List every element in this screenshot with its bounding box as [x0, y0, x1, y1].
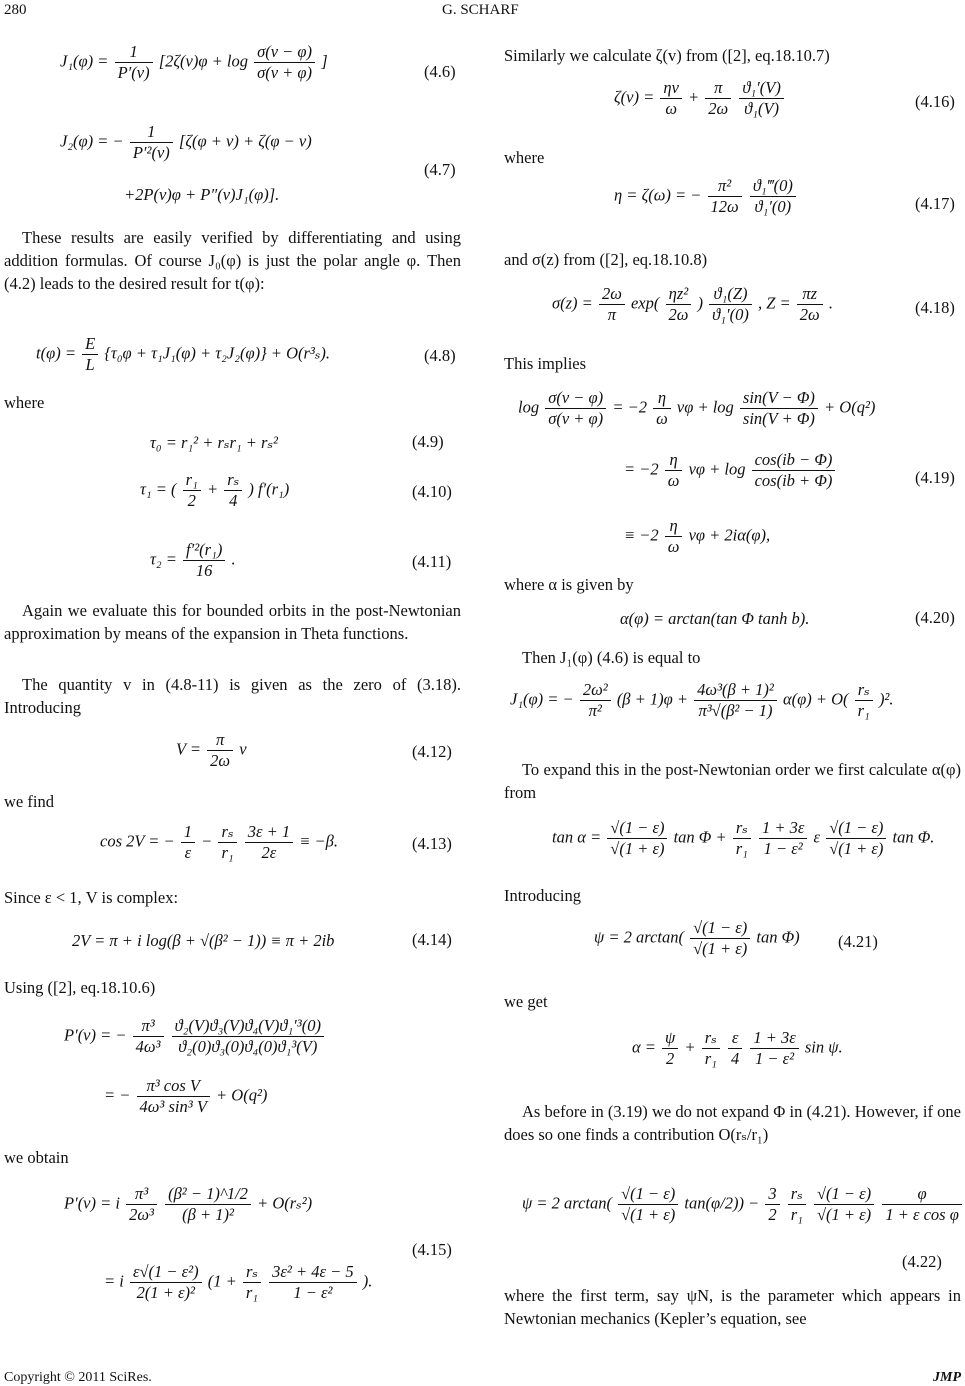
paragraph: where the first term, say ψN, is the parameter which appears in Newtonian mechanics (Kepler’s equation, see: [504, 1286, 961, 1328]
equation-label: (4.10): [412, 482, 452, 501]
equation-label: (4.7): [424, 160, 456, 179]
equation-label: (4.17): [915, 194, 955, 213]
paragraph-we-obtain: we obtain: [4, 1148, 69, 1167]
fraction: $\frac{\text{4ω³(β + 1)²}}{\text{π³√(β² − 1)}}$: [694, 680, 777, 721]
equation-label: (4.16): [915, 92, 955, 111]
equation-4-20: α(φ) = arctan(tan Φ tanh b).: [620, 609, 810, 628]
paragraph-where: where: [504, 148, 545, 167]
fraction: $\frac{1 + 3\varepsilon}{\text{1 − ε²}}$: [759, 818, 807, 859]
fraction: $\frac{\text{ϑ₁′(V)}}{\text{ϑ₁(V)}}$: [739, 78, 784, 119]
fraction: $\frac{\text{rₛ}}{\text{r₁}}$: [243, 1262, 261, 1303]
fraction: $\frac{\text{r₁}}{2}$: [183, 470, 201, 511]
fraction: $\frac{\varepsilon}{4}$: [728, 1028, 742, 1069]
fraction: $\frac{\varphi}{\text{1 + ε cos φ}}$: [882, 1184, 962, 1225]
fraction: $\frac{\eta}{\omega}$: [665, 516, 683, 557]
equation-label: (4.19): [915, 468, 955, 487]
fraction: $\frac{1}{\text{P′²(v)}}$: [130, 122, 173, 163]
fraction: $\frac{√(1 - \varepsilon)}{√(1 + \varepsilon)}$: [826, 818, 886, 859]
equation-label: (4.8): [424, 346, 456, 365]
fraction: $\frac{2\omega}{\pi}$: [599, 284, 625, 325]
equation-4-10: τ₁ = ( $\frac{\text{r₁}}{2}$ + $\frac{\text{rₛ}}{4}$ ) f′(r₁): [140, 470, 290, 510]
fraction: $\frac{\text{rₛ}}{\text{r₁}}$: [788, 1184, 806, 1225]
paragraph-then: Then J₁(φ) (4.6) is equal to: [522, 648, 701, 667]
fraction: $\frac{\text{(β² − 1)\textasciicircum{}1/2}}{\text{(β + 1)²}}$: [165, 1184, 251, 1225]
equation-4-19: log $\frac{\sigma(v - \varphi)}{\sigma(v + \varphi)}$ = −2 $\frac{\eta}{\omega}$ vφ + log $\frac{\sin(V - \Phi)}{\sin(V + \Phi)}$ + O(q²): [518, 388, 876, 428]
paragraph-introducing: Introducing: [504, 886, 581, 905]
footer-journal: JMP: [933, 1370, 961, 1385]
paragraph-using: Using ([2], eq.18.10.6): [4, 978, 156, 997]
fraction: $\frac{√(1 - \varepsilon)}{√(1 + \varepsilon)}$: [607, 818, 667, 859]
equation-4-6: J₁(φ) = $\frac{1}{P'(v)}$ [2ζ(v)φ + log $\frac{\sigma(v - \varphi)}{\sigma(v + \varphi)}$ ]: [60, 42, 328, 82]
paragraph-where-alpha: where α is given by: [504, 575, 634, 594]
fraction: $\frac{\text{π³}}{\text{2ω³}}$: [126, 1184, 157, 1225]
paragraph-this-implies: This implies: [504, 354, 587, 373]
fraction: $\frac{\text{ϑ₁(Z)}}{\text{ϑ₁′(0)}}$: [709, 284, 752, 325]
paragraph-we-find: we find: [4, 792, 54, 811]
equation-4-8: t(φ) = $\frac{E}{L}$ {τ₀φ + τ₁J₁(φ) + τ₂J₂(φ)} + O(r³ₛ).: [36, 334, 331, 374]
equation-4-21: ψ = 2 arctan( $\frac{√(1 - \varepsilon)}{√(1 + \varepsilon)}$ tan Φ): [594, 918, 800, 958]
fraction: $\frac{\sin(V - \Phi)}{\sin(V + \Phi)}$: [740, 388, 818, 429]
fraction: $\frac{3}{2}$: [765, 1184, 779, 1225]
fraction: $\frac{\text{f′²(r₁)}}{16}$: [183, 540, 225, 581]
equation-4-14: 2V = π + i log(β + √(β² − 1)) ≡ π + 2ib: [72, 931, 335, 950]
equation-alpha: α = $\frac{\psi}{2}$ + $\frac{\text{rₛ}}{\text{r₁}}$ $\frac{\varepsilon}{4}$ $\frac{1 + 3\varepsilon}{\text{1 − ε²}}$ sin ψ.: [632, 1028, 843, 1068]
equation-4-22: ψ = 2 arctan( $\frac{√(1 - \varepsilon)}{√(1 + \varepsilon)}$ tan(φ/2)) − $\frac{3}{2}$ $\frac{\text{rₛ}}{\text{r₁}}$ $\frac{√(1 - \varepsilon)}{√(1 + \varepsilon)}$ $\frac{\varphi}{\text{1 + ε cos φ}}$: [522, 1184, 964, 1225]
equation-label: (4.11): [412, 552, 452, 571]
paragraph-and: and σ(z) from ([2], eq.18.10.8): [504, 250, 708, 269]
equation-pprime: P′(v) = − $\frac{\text{π³}}{\text{4ω³}}$ $\frac{\text{ϑ₂(V)ϑ₃(V)ϑ₄(V)ϑ₁′³(0)}}{\text{ϑ₂(0)ϑ₃(0)ϑ₄(0)ϑ₁³(V)}}$: [64, 1016, 326, 1057]
equation-4-7: J₂(φ) = − $\frac{1}{\text{P′²(v)}}$ [ζ(φ + v) + ζ(φ − v): [60, 122, 312, 162]
fraction: $\frac{\eta}{\omega}$: [665, 450, 683, 491]
footer-copyright: Copyright © 2011 SciRes.: [4, 1370, 152, 1385]
equation-4-17: η = ζ(ω) = − $\frac{\text{π²}}{12\omega}$ $\frac{\text{ϑ₁‴(0)}}{\text{ϑ₁′(0)}}$: [614, 176, 798, 217]
fraction: $\frac{\text{2ω²}}{\text{π²}}$: [580, 680, 611, 721]
fraction: $\frac{\psi}{2}$: [662, 1028, 678, 1069]
fraction: $\frac{\pi}{2\omega}$: [207, 730, 233, 771]
fraction: $\frac{\sigma(v - \varphi)}{\sigma(v + \varphi)}$: [254, 42, 315, 83]
fraction: $\frac{1 + 3\varepsilon}{\text{1 − ε²}}$: [750, 1028, 798, 1069]
fraction: $\frac{√(1 - \varepsilon)}{√(1 + \varepsilon)}$: [814, 1184, 874, 1225]
paragraph-since: Since ε < 1, V is complex:: [4, 888, 179, 907]
equation-pprime-line2: = − $\frac{\text{π³ cos V}}{\text{4ω³ sin³ V}}$ + O(q²): [104, 1076, 268, 1116]
fraction: $\frac{\text{rₛ}}{\text{r₁}}$: [218, 822, 236, 863]
fraction: $\frac{\text{ϑ₂(V)ϑ₃(V)ϑ₄(V)ϑ₁′³(0)}}{\text{ϑ₂(0)ϑ₃(0)ϑ₄(0)ϑ₁³(V)}}$: [172, 1016, 324, 1057]
fraction: $\frac{\text{3ε² + 4ε − 5}}{\text{1 − ε²}}$: [269, 1262, 356, 1303]
equation-label: (4.14): [412, 930, 452, 949]
equation-4-12: V = $\frac{\pi}{2\omega}$ v: [176, 730, 247, 770]
fraction: $\frac{\text{ηz²}}{2\omega}$: [666, 284, 692, 325]
equation-4-18: σ(z) = $\frac{2\omega}{\pi}$ exp( $\frac{\text{ηz²}}{2\omega}$ ) $\frac{\text{ϑ₁(Z)}}{\text{ϑ₁′(0)}}$ , Z = $\frac{\pi z}{2\omega}$ .: [552, 284, 833, 324]
equation-4-16: ζ(v) = $\frac{\eta v}{\omega}$ + $\frac{\pi}{2\omega}$ $\frac{\text{ϑ₁′(V)}}{\text{ϑ₁(V)}}$: [614, 78, 786, 119]
fraction: $\frac{\text{rₛ}}{\text{r₁}}$: [733, 818, 751, 859]
fraction: $\frac{\pi}{2\omega}$: [705, 78, 731, 119]
equation-j1-expansion: J₁(φ) = − $\frac{\text{2ω²}}{\text{π²}}$ (β + 1)φ + $\frac{\text{4ω³(β + 1)²}}{\text{π³√(β² − 1)}}$ α(φ) + O( $\frac{\text{rₛ}}{\text{r₁}}$ )².: [510, 680, 894, 720]
equation-4-7-line2: +2P(v)φ + P″(v)J₁(φ)].: [124, 185, 280, 204]
fraction: $\frac{3\varepsilon + 1}{2\varepsilon}$: [245, 822, 293, 863]
equation-label: (4.20): [915, 608, 955, 627]
fraction: $\frac{√(1 - \varepsilon)}{√(1 + \varepsilon)}$: [690, 918, 750, 959]
fraction: $\frac{\text{ϑ₁‴(0)}}{\text{ϑ₁′(0)}}$: [750, 176, 796, 217]
equation-label: (4.15): [412, 1240, 452, 1259]
fraction: $\frac{\eta v}{\omega}$: [660, 78, 682, 119]
equation-tan-alpha: tan α = $\frac{√(1 - \varepsilon)}{√(1 + \varepsilon)}$ tan Φ + $\frac{\text{rₛ}}{\text{r₁}}$ $\frac{1 + 3\varepsilon}{\text{1 − ε²}}$ ε $\frac{√(1 - \varepsilon)}{√(1 + \varepsilon)}$ tan Φ.: [552, 818, 935, 858]
fraction: $\frac{√(1 - \varepsilon)}{√(1 + \varepsilon)}$: [618, 1184, 678, 1225]
paragraph: The quantity v in (4.8-11) is given as the zero of (3.18). Introducing: [4, 675, 461, 717]
equation-4-15: P′(v) = i $\frac{\text{π³}}{\text{2ω³}}$ $\frac{\text{(β² − 1)\textasciicircum{}1/2}}{\text{(β + 1)²}}$ + O(rₛ²): [64, 1184, 313, 1224]
fraction: $\frac{\text{π²}}{12\omega}$: [708, 176, 742, 217]
equation-label: (4.6): [424, 62, 456, 81]
fraction: $\frac{\text{ε√(1 − ε²)}}{\text{2(1 + ε)²}}$: [130, 1262, 202, 1303]
equation-label: (4.13): [412, 834, 452, 853]
paragraph-we-get: we get: [504, 992, 548, 1011]
equation-label: (4.18): [915, 298, 955, 317]
fraction: $\frac{\text{rₛ}}{4}$: [224, 470, 242, 511]
equation-4-9: τ₀ = r₁² + rₛr₁ + rₛ²: [150, 433, 278, 452]
equation-4-15-line2: = i $\frac{\text{ε√(1 − ε²)}}{\text{2(1 + ε)²}}$ (1 + $\frac{\text{rₛ}}{\text{r₁}}$ $\frac{\text{3ε² + 4ε − 5}}{\text{1 − ε²}}$ ).: [104, 1262, 373, 1302]
fraction: $\frac{\cos(ib - \Phi)}{\cos(ib + \Phi)}$: [752, 450, 836, 491]
fraction: $\frac{\text{π³}}{\text{4ω³}}$: [133, 1016, 164, 1057]
equation-4-13: cos 2V = − $\frac{1}{\varepsilon}$ − $\frac{\text{rₛ}}{\text{r₁}}$ $\frac{3\varepsilon + 1}{2\varepsilon}$ ≡ −β.: [100, 822, 338, 862]
equation-label: (4.21): [838, 932, 878, 951]
running-head-author: G. SCHARF: [442, 2, 519, 18]
equation-label: (4.9): [412, 432, 444, 451]
fraction: $\frac{\text{rₛ}}{\text{r₁}}$: [702, 1028, 720, 1069]
fraction: $\frac{1}{\varepsilon}$: [181, 822, 195, 863]
fraction: $\frac{\pi z}{2\omega}$: [797, 284, 823, 325]
equation-4-19-line2: = −2 $\frac{\eta}{\omega}$ vφ + log $\frac{\cos(ib - \Phi)}{\cos(ib + \Phi)}$: [624, 450, 837, 491]
page-number: 280: [4, 2, 27, 18]
fraction: $\frac{\text{rₛ}}{\text{r₁}}$: [855, 680, 873, 721]
paragraph: These results are easily verified by differentiating and using addition formulas. Of course J₀(φ) is just the polar angle φ. Then (4.2) leads to the desired result for t(φ):: [4, 228, 461, 293]
fraction: $\frac{E}{L}$: [82, 334, 98, 375]
fraction: $\frac{\eta}{\omega}$: [653, 388, 671, 429]
paragraph: To expand this in the post-Newtonian order we first calculate α(φ) from: [504, 760, 961, 802]
paragraph: As before in (3.19) we do not expand Φ in (4.21). However, if one does so one finds a contribution O(rₛ/r₁): [504, 1102, 961, 1144]
paragraph: Again we evaluate this for bounded orbits in the post-Newtonian approximation by means of the expansion in Theta functions.: [4, 601, 461, 643]
paragraph-where: where: [4, 393, 45, 412]
equation-4-11: τ₂ = $\frac{\text{f′²(r₁)}}{16}$ .: [150, 540, 236, 580]
fraction: $\frac{\sigma(v - \varphi)}{\sigma(v + \varphi)}$: [545, 388, 606, 429]
fraction: $\frac{1}{P'(v)}$: [115, 42, 153, 83]
paragraph: Similarly we calculate ζ(v) from ([2], eq.18.10.7): [504, 46, 830, 65]
equation-label: (4.22): [902, 1252, 942, 1271]
equation-4-19-line3: ≡ −2 $\frac{\eta}{\omega}$ vφ + 2iα(φ),: [624, 516, 771, 556]
fraction: $\frac{\text{π³ cos V}}{\text{4ω³ sin³ V}}$: [137, 1076, 210, 1117]
equation-label: (4.12): [412, 742, 452, 761]
